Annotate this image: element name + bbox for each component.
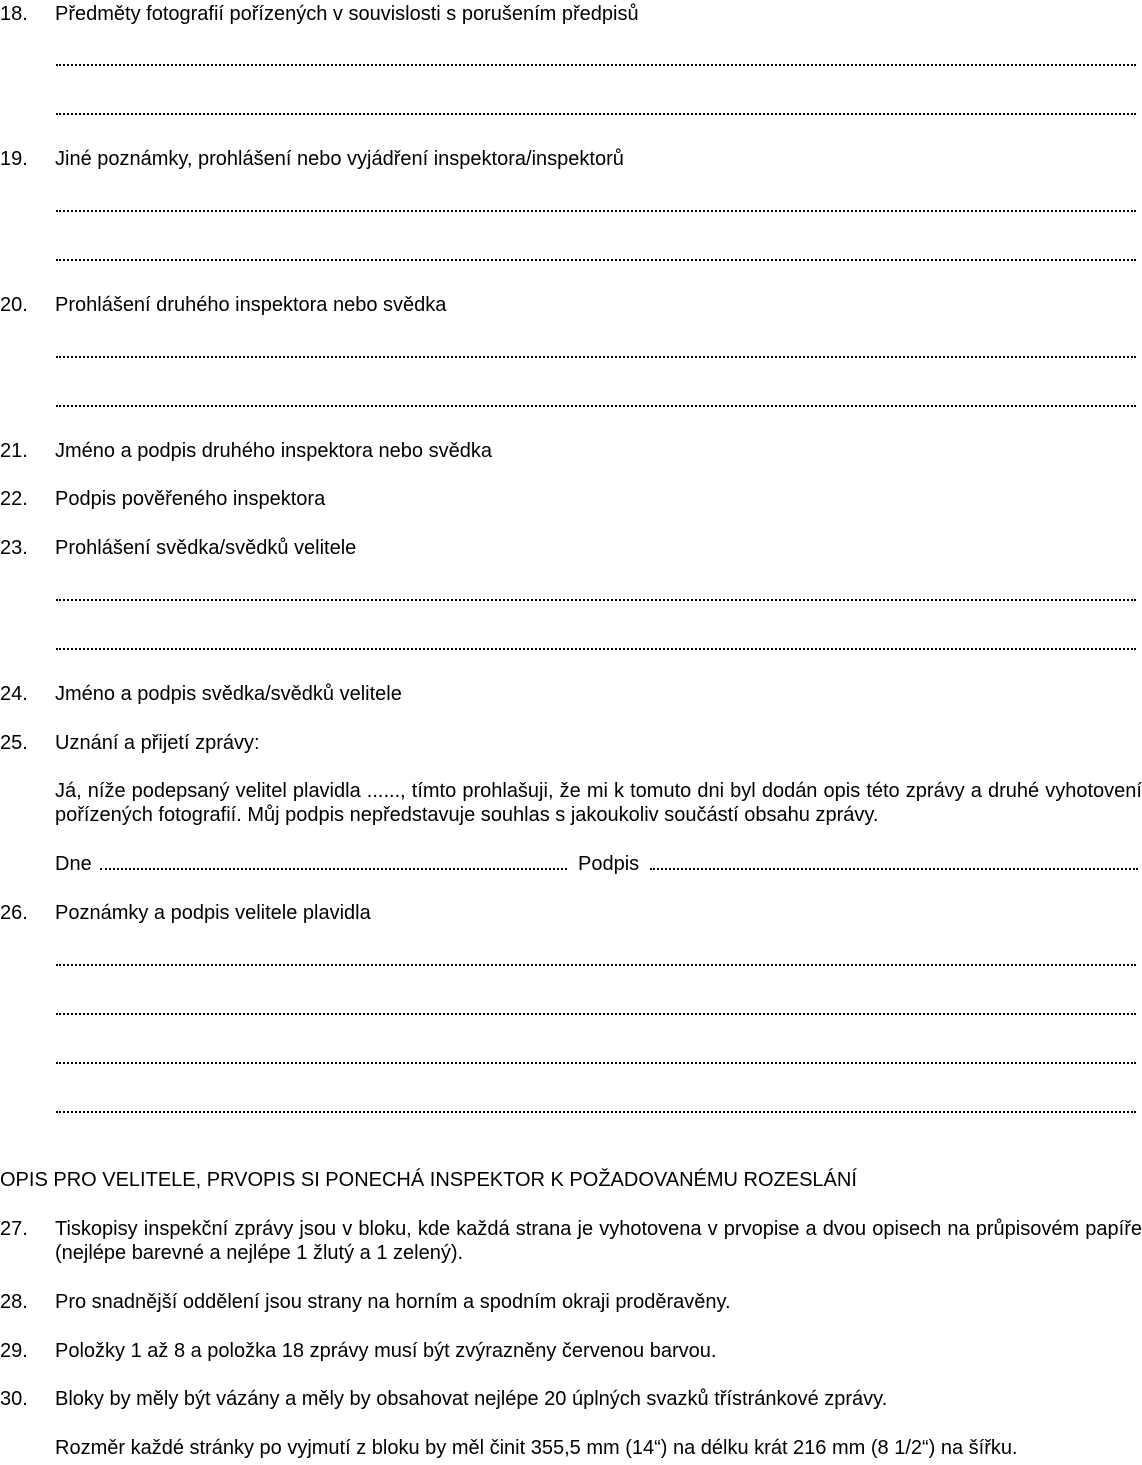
- item-number: 30.: [0, 1388, 28, 1410]
- fill-line[interactable]: [56, 405, 1136, 407]
- item-text: Pro snadnější oddělení jsou strany na horním a spodním okraji proděravěny.: [55, 1291, 731, 1313]
- signature-field[interactable]: [650, 868, 1138, 870]
- item-label: Poznámky a podpis velitele plavidla: [55, 902, 371, 924]
- item-label: Jiné poznámky, prohlášení nebo vyjádření inspektora/inspektorů: [55, 148, 624, 170]
- item-text: Tiskopisy inspekční zprávy jsou v bloku, kde každá strana je vyhotovena v prvopise a dvou opisech na průpisovém papíře (nejlépe barevné a nejlépe 1 žlutý a 1 zelený).: [55, 1218, 1142, 1264]
- item-number: 23.: [0, 537, 28, 559]
- fill-line[interactable]: [56, 648, 1136, 650]
- item-number: 26.: [0, 902, 28, 924]
- acknowledgement-statement: Já, níže podepsaný velitel plavidla ......, tímto prohlašuji, že mi k tomuto dni byl dodán opis této zprávy a druhé vyhotovení pořízených fotografií. Můj podpis nepředstavuje souhlas s jakoukoliv součástí obsahu zprávy.: [55, 780, 1142, 826]
- item-number: 24.: [0, 683, 28, 705]
- fill-line[interactable]: [56, 1013, 1136, 1015]
- fill-line[interactable]: [56, 1111, 1136, 1113]
- fill-line[interactable]: [56, 964, 1136, 966]
- fill-line[interactable]: [56, 113, 1136, 115]
- date-label: Dne: [55, 853, 92, 875]
- item-label: Prohlášení druhého inspektora nebo svědka: [55, 294, 447, 316]
- fill-line[interactable]: [56, 356, 1136, 358]
- item-label: Prohlášení svědka/svědků velitele: [55, 537, 357, 559]
- item-label: Jméno a podpis druhého inspektora nebo svědka: [55, 440, 492, 462]
- item-number: 19.: [0, 148, 28, 170]
- item-text: Bloky by měly být vázány a měly by obsahovat nejlépe 20 úplných svazků třístránkové zprávy.: [55, 1388, 888, 1410]
- item-number: 28.: [0, 1291, 28, 1313]
- item-number: 25.: [0, 732, 28, 754]
- fill-line[interactable]: [56, 64, 1136, 66]
- item-number: 21.: [0, 440, 28, 462]
- fill-line[interactable]: [56, 599, 1136, 601]
- item-number: 22.: [0, 488, 28, 510]
- fill-line[interactable]: [56, 210, 1136, 212]
- item-label: Podpis pověřeného inspektora: [55, 488, 326, 510]
- item-number: 27.: [0, 1218, 28, 1240]
- signature-label: Podpis: [578, 853, 640, 875]
- date-field[interactable]: [100, 868, 567, 870]
- item-label: Jméno a podpis svědka/svědků velitele: [55, 683, 402, 705]
- page-size-note: Rozměr každé stránky po vyjmutí z bloku by měl činit 355,5 mm (14“) na délku krát 216 mm (8 1/2“) na šířku.: [55, 1437, 1018, 1459]
- fill-line[interactable]: [56, 1062, 1136, 1064]
- item-label: Uznání a přijetí zprávy:: [55, 732, 260, 754]
- item-number: 18.: [0, 3, 28, 25]
- section-heading: OPIS PRO VELITELE, PRVOPIS SI PONECHÁ INSPEKTOR K POŽADOVANÉMU ROZESLÁNÍ: [0, 1169, 857, 1191]
- item-label: Předměty fotografií pořízených v souvislosti s porušením předpisů: [55, 3, 639, 25]
- fill-line[interactable]: [56, 259, 1136, 261]
- item-number: 29.: [0, 1340, 28, 1362]
- item-text: Položky 1 až 8 a položka 18 zprávy musí být zvýrazněny červenou barvou.: [55, 1340, 717, 1362]
- item-number: 20.: [0, 294, 28, 316]
